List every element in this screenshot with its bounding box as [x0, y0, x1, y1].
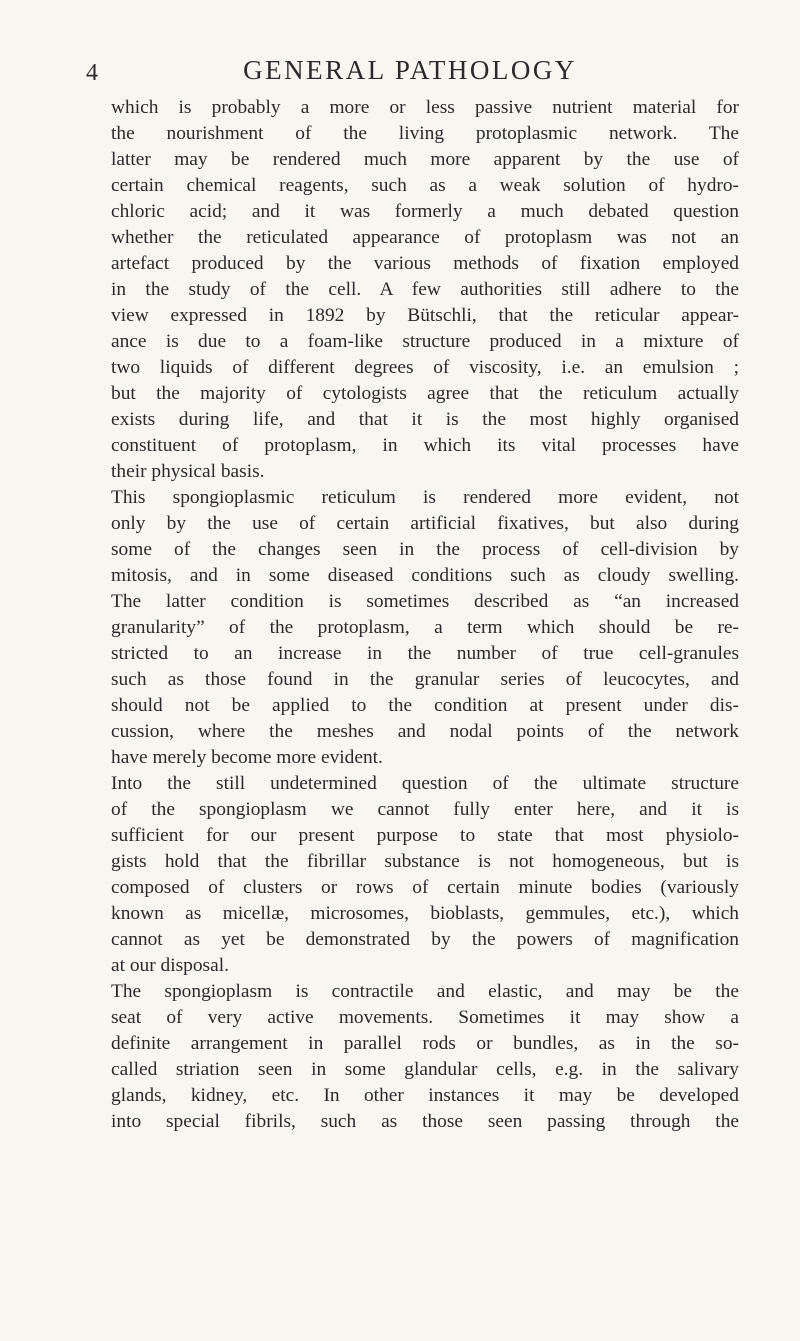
page-number: 4	[86, 60, 98, 86]
text-line: two liquids of different degrees of viscosity, i.e. an emulsion ;	[111, 357, 739, 378]
text-line: granularity” of the protoplasm, a term which should be re-	[111, 617, 739, 638]
text-line: artefact produced by the various methods of fixation employed	[111, 253, 739, 274]
text-line: composed of clusters or rows of certain minute bodies (variously	[111, 877, 739, 898]
text-line: should not be applied to the condition at present under dis-	[111, 695, 739, 716]
text-line: in the study of the cell. A few authorities still adhere to the	[111, 279, 739, 300]
text-line: The latter condition is sometimes described as “an increased	[111, 591, 739, 612]
text-line: have merely become more evident.	[111, 747, 383, 768]
text-line: which is probably a more or less passive nutrient material for	[111, 97, 739, 118]
text-line: certain chemical reagents, such as a weak solution of hydro-	[111, 175, 739, 196]
text-line: known as micellæ, microsomes, bioblasts, gemmules, etc.), which	[111, 903, 739, 924]
text-line: at our disposal.	[111, 955, 229, 976]
text-line: the nourishment of the living protoplasmic network. The	[111, 123, 739, 144]
text-line: only by the use of certain artificial fixatives, but also during	[111, 513, 739, 534]
body-text	[111, 95, 739, 1135]
text-line: This spongioplasmic reticulum is rendered more evident, not	[111, 487, 739, 508]
text-line: chloric acid; and it was formerly a much debated question	[111, 201, 739, 222]
text-line: ance is due to a foam-like structure produced in a mixture of	[111, 331, 739, 352]
text-line: constituent of protoplasm, in which its vital processes have	[111, 435, 739, 456]
text-line: gists hold that the fibrillar substance is not homogeneous, but is	[111, 851, 739, 872]
text-line: latter may be rendered much more apparent by the use of	[111, 149, 739, 170]
text-line: stricted to an increase in the number of true cell-granules	[111, 643, 739, 664]
text-line: seat of very active movements. Sometimes it may show a	[111, 1007, 739, 1028]
text-line: their physical basis.	[111, 461, 265, 482]
text-line: cussion, where the meshes and nodal points of the network	[111, 721, 739, 742]
text-line: sufficient for our present purpose to state that most physiolo-	[111, 825, 739, 846]
running-head: GENERAL PATHOLOGY	[243, 55, 577, 85]
text-line: view expressed in 1892 by Bütschli, that the reticular appear-	[111, 305, 739, 326]
text-line: into special fibrils, such as those seen passing through the	[111, 1111, 739, 1132]
text-line: cannot as yet be demonstrated by the powers of magnification	[111, 929, 739, 950]
text-line: definite arrangement in parallel rods or bundles, as in the so-	[111, 1033, 739, 1054]
text-line: but the majority of cytologists agree that the reticulum actually	[111, 383, 739, 404]
text-line: whether the reticulated appearance of protoplasm was not an	[111, 227, 739, 248]
text-line: some of the changes seen in the process of cell-division by	[111, 539, 739, 560]
text-line: glands, kidney, etc. In other instances it may be developed	[111, 1085, 739, 1106]
text-line: Into the still undetermined question of the ultimate structure	[111, 773, 739, 794]
text-line: mitosis, and in some diseased conditions such as cloudy swelling.	[111, 565, 739, 586]
text-line: called striation seen in some glandular cells, e.g. in the salivary	[111, 1059, 739, 1080]
text-line: The spongioplasm is contractile and elastic, and may be the	[111, 981, 739, 1002]
text-line: exists during life, and that it is the most highly organised	[111, 409, 739, 430]
text-line: of the spongioplasm we cannot fully enter here, and it is	[111, 799, 739, 820]
text-line: such as those found in the granular series of leucocytes, and	[111, 669, 739, 690]
